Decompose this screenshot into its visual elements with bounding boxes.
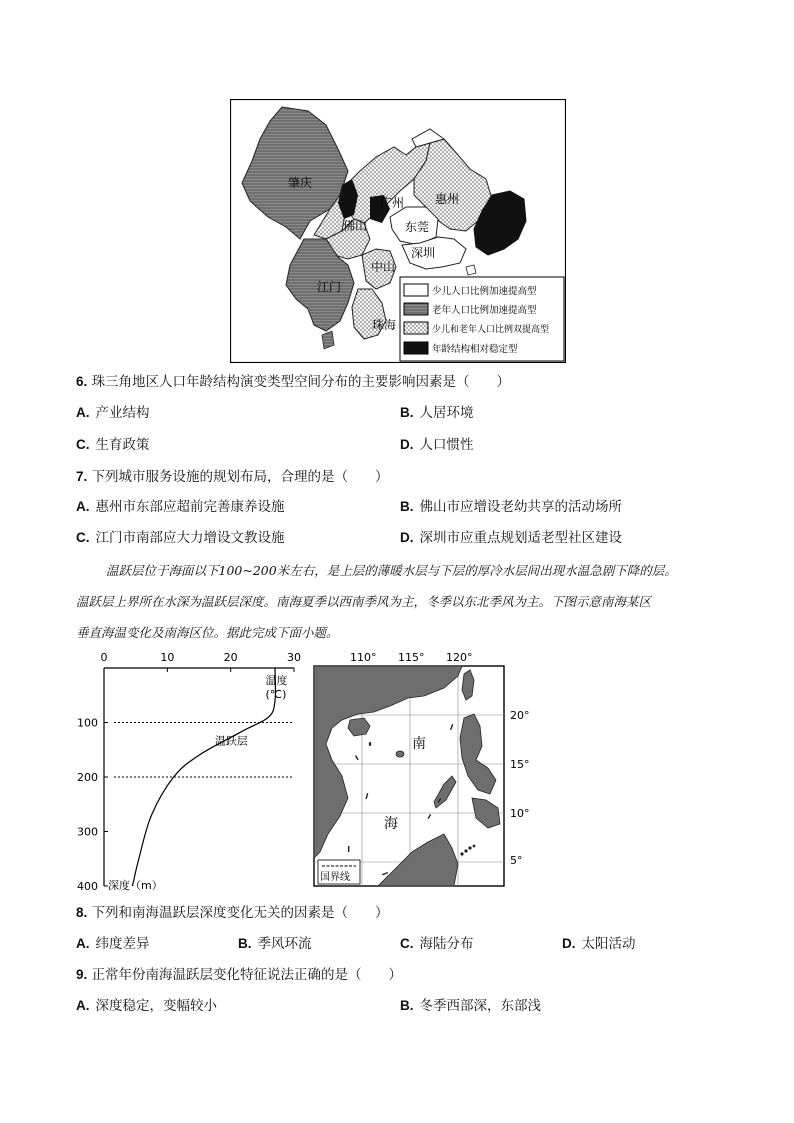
q7-option-c[interactable]: C. 江门市南部应大力增设文教设施 [76,530,285,546]
q6-option-c[interactable]: C. 生育政策 [76,437,150,453]
label-zhuhai: 珠海 [372,318,397,332]
legend-label-3: 少儿和老年人口比例双提高型 [432,325,550,335]
x-tick-label: 30 [287,651,301,664]
label-guangzhou: 广州 [380,196,405,210]
x-tick-label: 10 [160,651,175,664]
q7-option-a[interactable]: A. 惠州市东部应超前完善康养设施 [76,499,285,515]
passage [76,555,736,648]
legend-label-4: 年龄结构相对稳定型 [432,344,518,355]
label-shenzhen: 深圳 [411,246,436,260]
q6-option-a[interactable]: A. 产业结构 [76,405,150,421]
passage-line-2: 温跃层上界所在水深为温跃层深度。南海夏季以西南季风为主，冬季以东北季风为主。下图示意南海某区 [76,594,652,609]
lon-label-110: 110° [350,651,377,664]
question-8-stem: 下列和南海温跃层深度变化无关的因素是（ ） [91,905,389,921]
label-jiangmen: 江门 [317,280,342,294]
lat-label-20: 20° [510,709,530,722]
x-tick-label: 0 [100,651,108,664]
q6-option-b[interactable]: B. 人居环境 [400,405,474,421]
y-tick-label: 200 [77,771,98,784]
island [466,265,476,275]
x-axis-unit: (℃) [265,688,287,701]
y-axis-title: 深度（m） [108,879,163,892]
temperature-depth-chart [70,648,310,896]
q8-option-a[interactable]: A. 纬度差异 [76,936,150,952]
lat-label-5: 5° [510,854,523,867]
label-zhongshan: 中山 [371,260,396,274]
question-9: 9. 正常年份南海温跃层变化特征说法正确的是（ ） [76,967,403,983]
land-taiwan [462,670,474,700]
sea-label-nan: 南 [412,736,426,752]
y-tick-label: 300 [77,825,98,839]
q6-option-d[interactable]: D. 人口惯性 [400,437,474,453]
question-6: 6. 珠三角地区人口年龄结构演变类型空间分布的主要影响因素是（ ） [76,374,511,390]
q9-option-b[interactable]: B. 冬季西部深，东部浅 [400,998,541,1014]
label-dongguan: 东莞 [405,220,430,234]
question-6-stem: 珠三角地区人口年龄结构演变类型空间分布的主要影响因素是（ ） [91,374,511,390]
y-tick-label: 100 [77,716,98,730]
legend-label-1: 少儿人口比例加速提高型 [432,286,537,297]
passage-line-1: 温跃层位于海面以下100~200米左右，是上层的薄暖水层与下层的厚冷水层间出现水温急剧下降的层。 [106,563,677,578]
sea-label-hai: 海 [384,816,398,832]
legend-label-2: 老年人口比例加速提高型 [432,305,537,316]
y-tick-label: 400 [77,880,98,893]
q7-option-b[interactable]: B. 佛山市应增设老幼共享的活动场所 [400,499,622,515]
q9-option-a[interactable]: A. 深度稳定，变幅较小 [76,998,217,1014]
border-legend [318,860,360,884]
lat-label-10: 10° [510,807,530,820]
south-china-sea-map [312,648,538,890]
q7-option-d[interactable]: D. 深圳市应重点规划适老型社区建设 [400,530,622,546]
lon-label-115: 115° [398,651,425,664]
q8-option-d[interactable]: D. 太阳活动 [562,936,636,952]
passage-line-3: 垂直海温变化及南海区位。据此完成下面小题。 [76,625,339,640]
question-9-stem: 正常年份南海温跃层变化特征说法正确的是（ ） [91,967,403,983]
q8-option-b[interactable]: B. 季风环流 [238,936,312,952]
prd-age-structure-map [230,99,566,363]
legend-border-label: 国界线 [320,872,350,883]
question-7: 7. 下列城市服务设施的规划布局，合理的是（ ） [76,469,389,485]
label-huizhou: 惠州 [435,192,460,206]
x-tick-label: 20 [223,651,238,664]
lat-label-15: 15° [510,758,530,771]
lon-label-120: 120° [446,651,473,664]
question-8: 8. 下列和南海温跃层深度变化无关的因素是（ ） [76,905,389,921]
x-axis-title: 温度 [265,674,288,687]
label-foshan: 佛山 [343,219,368,233]
label-zhaoqing: 肇庆 [288,176,313,190]
thermocline-label: 温跃层 [214,734,248,748]
q8-option-c[interactable]: C. 海陆分布 [400,936,474,952]
question-7-stem: 下列城市服务设施的规划布局，合理的是（ ） [91,469,389,485]
map-legend [400,277,564,361]
